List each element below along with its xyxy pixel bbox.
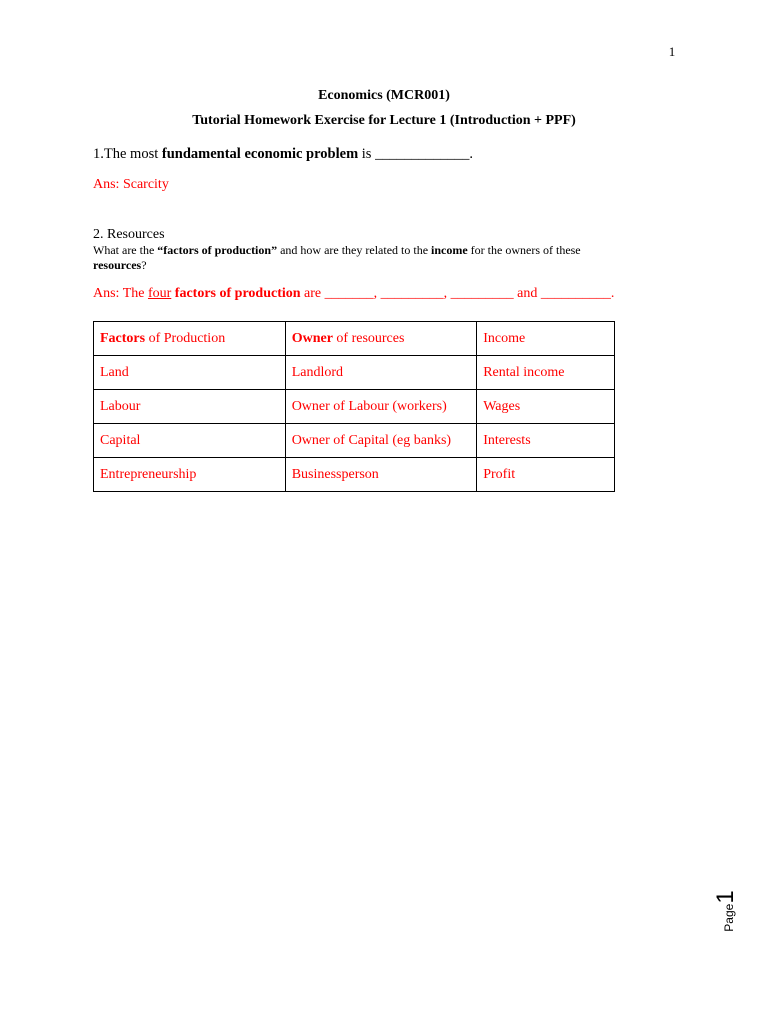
- question-2-body: [93, 243, 633, 273]
- question-1: [93, 146, 473, 163]
- question-1-bold-term: fundamental economic problem: [161, 146, 359, 162]
- table-row: [94, 424, 615, 458]
- header-income: Income: [477, 322, 615, 356]
- q2-text-1: What are the: [93, 243, 158, 257]
- answer-2-prefix: Ans: The: [93, 286, 148, 301]
- page-number-top: 1: [668, 44, 676, 59]
- question-1-suffix: is _____________.: [358, 146, 473, 162]
- document-subtitle: Tutorial Homework Exercise for Lecture 1 (Introduction + PPF): [192, 113, 576, 128]
- header-owner-rest: of resources: [332, 330, 405, 346]
- table-row: [94, 356, 615, 390]
- question-2-heading: 2. Resources: [93, 227, 165, 242]
- table-row: [94, 458, 615, 492]
- table-cell: Landlord: [285, 356, 477, 390]
- q2-bold-resources: resources: [93, 258, 142, 272]
- footer-page-number: 1: [712, 890, 739, 904]
- answer-2-underlined: four: [147, 286, 172, 301]
- header-factors-rest: of Production: [145, 330, 226, 346]
- footer-page-label: [706, 882, 746, 940]
- answer-2: [93, 286, 614, 302]
- header-factors-bold: Factors: [100, 330, 146, 346]
- q2-bold-factors: “factors of production”: [157, 243, 278, 257]
- table-cell: Interests: [477, 424, 615, 458]
- table-cell: Wages: [477, 390, 615, 424]
- header-owner-bold: Owner: [291, 330, 333, 346]
- table-cell: Land: [94, 356, 286, 390]
- table-cell: Owner of Labour (workers): [285, 390, 477, 424]
- header-factors: [94, 322, 286, 356]
- answer-1: Ans: Scarcity: [93, 177, 169, 192]
- question-1-prefix: 1.The most: [93, 146, 162, 162]
- table-header-row: [94, 322, 615, 356]
- table-cell: Profit: [477, 458, 615, 492]
- factors-table: [93, 321, 615, 492]
- table-cell: Entrepreneurship: [94, 458, 286, 492]
- q2-text-4: ?: [141, 258, 147, 272]
- answer-2-suffix: are _______, _________, _________ and __________.: [300, 286, 615, 301]
- document-title: Economics (MCR001): [318, 88, 450, 103]
- table-row: [94, 390, 615, 424]
- q2-bold-income: income: [431, 243, 468, 257]
- header-owner: [285, 322, 477, 356]
- table-cell: Capital: [94, 424, 286, 458]
- q2-text-3: for the owners of these: [467, 243, 581, 257]
- footer-page-word: Page: [722, 903, 736, 932]
- table-cell: Owner of Capital (eg banks): [285, 424, 477, 458]
- answer-2-bold: factors of production: [174, 286, 301, 301]
- table-cell: Rental income: [477, 356, 615, 390]
- table-cell: Labour: [94, 390, 286, 424]
- q2-text-2: and how are they related to the: [277, 243, 432, 257]
- footer-page-rotated: [712, 890, 740, 931]
- table-cell: Businessperson: [285, 458, 477, 492]
